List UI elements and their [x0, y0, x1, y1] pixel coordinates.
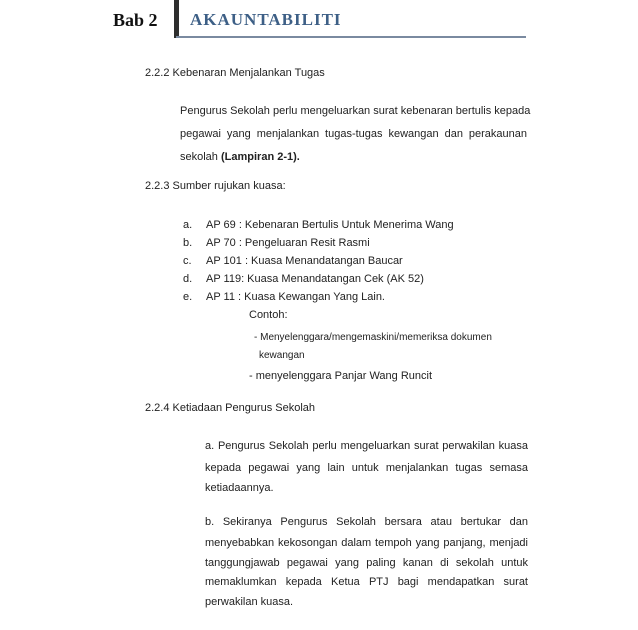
paragraph-b-line-1: b. Sekiranya Pengurus Sekolah bersara atau bertukar dan: [205, 516, 528, 528]
chapter-number: Bab 2: [113, 10, 158, 30]
paragraph-a-line-2: kepada pegawai yang lain untuk menjalankan tugas semasa: [205, 462, 528, 474]
contoh-label: Contoh:: [249, 309, 288, 321]
lampiran-reference: (Lampiran 2-1).: [220, 151, 300, 163]
list-item-text: AP 69 : Kebenaran Bertulis Untuk Menerima Wang: [206, 219, 454, 231]
list-item-letter: d.: [183, 273, 193, 285]
chapter-title: AKAUNTABILITI: [190, 10, 342, 29]
section-2-2-4-heading: 2.2.4 Ketiadaan Pengurus Sekolah: [145, 402, 316, 414]
example-2: - menyelenggara Panjar Wang Runcit: [249, 370, 433, 382]
header-rule: [176, 36, 526, 38]
example-1: - Menyelenggara/mengemaskini/memeriksa dokumen: [254, 332, 492, 343]
paragraph-b-line-2: menyebabkan kekosongan dalam tempoh yang panjang, menjadi: [205, 537, 528, 549]
paragraph-a-line-3: ketiadaannya.: [205, 482, 274, 494]
section-2-2-2-line-2: pegawai yang menjalankan tugas-tugas kewangan dan perakaunan: [180, 128, 527, 140]
section-2-2-3-heading: 2.2.3 Sumber rujukan kuasa:: [145, 180, 286, 192]
list-item-letter: b.: [183, 237, 193, 249]
list-item-letter: c.: [183, 255, 192, 267]
paragraph-a-line-1: a. Pengurus Sekolah perlu mengeluarkan surat perwakilan kuasa: [205, 440, 528, 452]
list-item-letter: e.: [183, 291, 193, 303]
paragraph-b-line-4: memaklumkan kepada Ketua PTJ bagi mendapatkan surat: [205, 576, 528, 588]
list-item-text: AP 11 : Kuasa Kewangan Yang Lain.: [206, 291, 385, 303]
list-item-text: AP 70 : Pengeluaran Resit Rasmi: [206, 237, 370, 249]
list-item-text: AP 119: Kuasa Menandatangan Cek (AK 52): [206, 273, 424, 285]
list-item-letter: a.: [183, 219, 193, 231]
section-2-2-2-line-1: Pengurus Sekolah perlu mengeluarkan surat kebenaran bertulis kepada: [180, 105, 531, 117]
paragraph-b-line-5: perwakilan kuasa.: [205, 596, 294, 608]
list-item-text: AP 101 : Kuasa Menandatangan Baucar: [206, 255, 403, 267]
page-header: [0, 0, 638, 40]
section-2-2-2-line-3: sekolah (Lampiran 2-1).: [180, 151, 300, 163]
section-2-2-2-heading: 2.2.2 Kebenaran Menjalankan Tugas: [145, 67, 325, 79]
example-1-continued: kewangan: [259, 350, 305, 361]
header-divider-bar: [174, 0, 179, 38]
paragraph-b-line-3: tanggungjawab pegawai yang paling kanan di sekolah untuk: [205, 557, 528, 569]
